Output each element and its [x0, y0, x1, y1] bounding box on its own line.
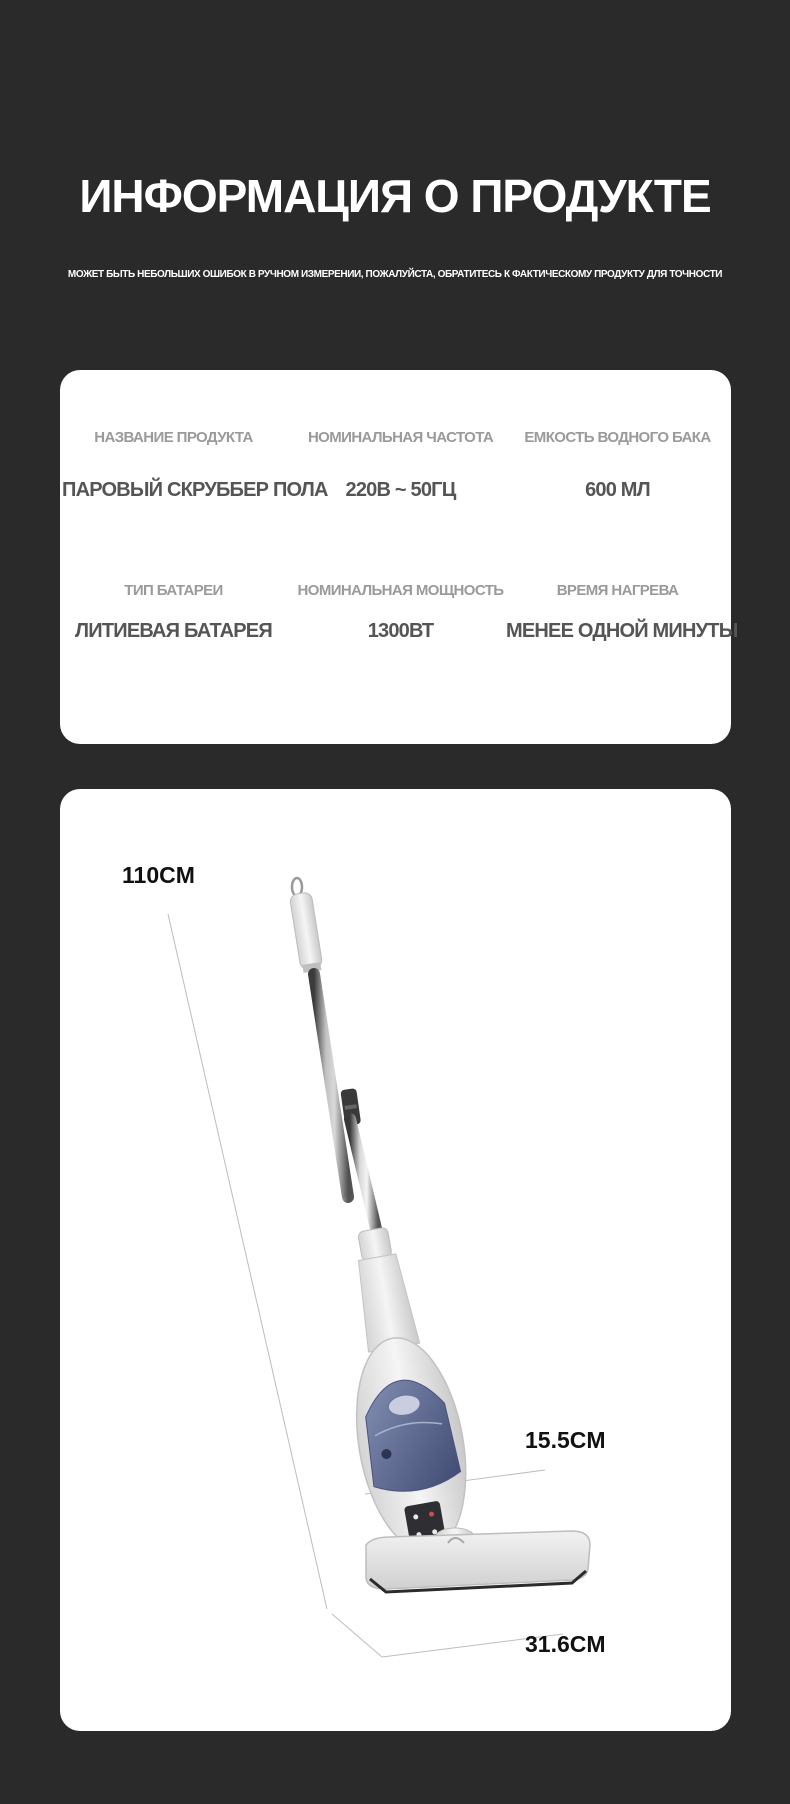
- measurement-note: МОЖЕТ БЫТЬ НЕБОЛЬШИХ ОШИБОК В РУЧНОМ ИЗМЕРЕНИИ, ПОЖАЛУЙСТА, ОБРАТИТЕСЬ К ФАКТИЧЕСКОМУ ПРОДУКТУ ДЛЯ ТОЧНОСТИ: [67, 269, 723, 280]
- mop-head: [366, 1531, 590, 1592]
- spec-value: ЛИТИЕВАЯ БАТАРЕЯ: [75, 620, 272, 642]
- spec-water-tank-capacity: [506, 428, 729, 503]
- body-width-dimension: 15.5CM: [525, 1427, 606, 1453]
- head-width-dimension: 31.6CM: [525, 1631, 606, 1657]
- page-title: ИНФОРМАЦИЯ О ПРОДУКТЕ: [79, 170, 711, 222]
- spec-label: ЕМКОСТЬ ВОДНОГО БАКА: [524, 429, 711, 446]
- spec-product-name: [62, 428, 328, 503]
- lower-rod: [350, 1119, 378, 1237]
- handle-grip: [289, 892, 323, 973]
- height-dimension: 110CM: [122, 862, 195, 888]
- spec-label: НОМИНАЛЬНАЯ МОЩНОСТЬ: [297, 582, 504, 599]
- spec-label: ТИП БАТАРЕИ: [124, 582, 223, 599]
- main-body: [341, 1329, 481, 1560]
- spec-value: МЕНЕЕ ОДНОЙ МИНУТЫ: [506, 620, 738, 642]
- spec-value: ПАРОВЫЙ СКРУББЕР ПОЛА: [62, 479, 328, 501]
- spec-card: [60, 370, 738, 744]
- height-guide-line: [168, 914, 327, 1609]
- spec-value: 220В ~ 50ГЦ: [345, 479, 456, 501]
- steam-mop-illustration: [60, 789, 731, 1731]
- spec-value: 1300ВТ: [367, 620, 434, 642]
- body-neck: [348, 1225, 420, 1352]
- head-guide-line-left: [332, 1614, 382, 1657]
- spec-value: 600 МЛ: [585, 479, 650, 501]
- spec-heating-time: [506, 581, 738, 644]
- spec-label: НОМИНАЛЬНАЯ ЧАСТОТА: [307, 429, 494, 446]
- spec-label: НАЗВАНИЕ ПРОДУКТА: [94, 429, 253, 446]
- spec-rated-frequency: [289, 428, 512, 503]
- spec-label: ВРЕМЯ НАГРЕВА: [556, 582, 679, 599]
- product-image-card: [60, 789, 731, 1731]
- spec-rated-power: [289, 581, 512, 644]
- spec-battery-type: [62, 581, 285, 644]
